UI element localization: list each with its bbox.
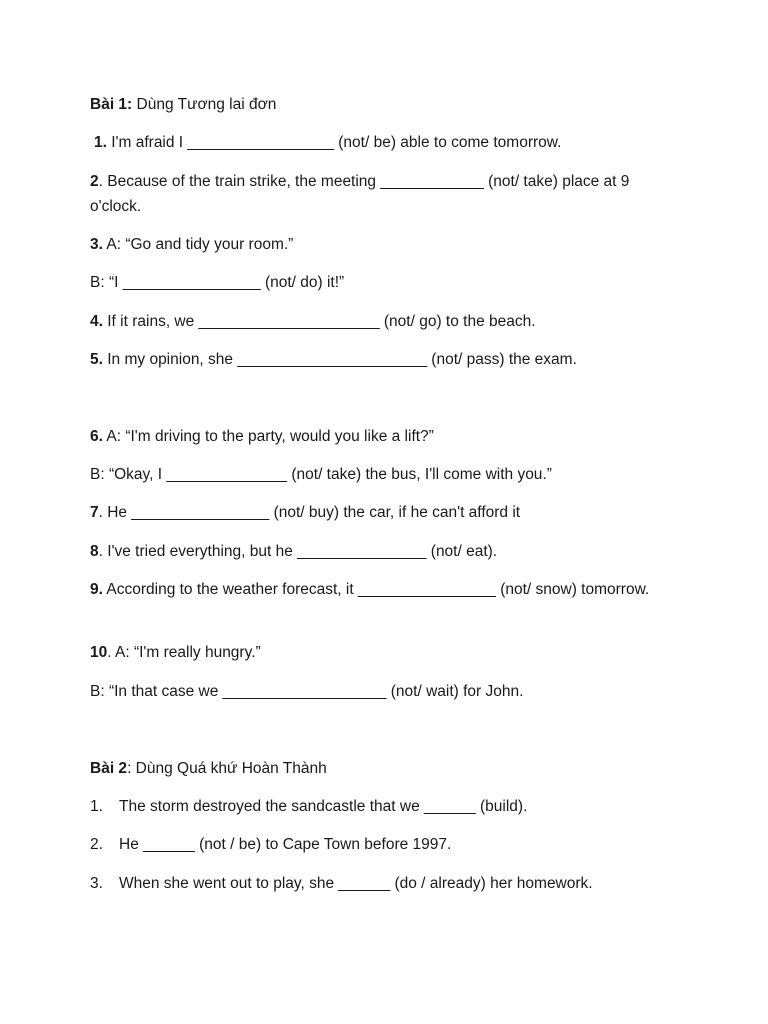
exercise-1-item-9 [90,577,660,602]
section1-heading [90,92,276,117]
exercise-2-item-2 [90,832,451,857]
item-text: B: “Okay, I ______________ (not/ take) the bus, I'll come with you.” [90,466,552,483]
item-text: I'm afraid I _________________ (not/ be) able to come tomorrow. [106,134,562,151]
exercise-2-item-3 [90,871,593,896]
item-text: . A: “I'm really hungry.” [107,644,261,661]
exercise-1-item-10 [90,640,261,665]
exercise-1-item-1 [94,130,561,155]
item-text: He ______ (not / be) to Cape Town before 1997. [119,836,452,853]
item-number: 1. [94,134,107,151]
exercise-1-item-6 [90,424,434,449]
worksheet-page [90,0,690,1024]
item-text: . I've tried everything, but he _______________ (not/ eat). [98,543,498,560]
item-number: 8 [90,543,99,560]
item-number: 7 [90,504,99,521]
section1-heading-rest: Dùng Tương lai đơn [132,96,277,113]
item-text: According to the weather forecast, it ________________ (not/ snow) tomorrow. [102,581,650,598]
item-text: . Because of the train strike, the meeting ____________ (not/ take) place at 9 o'clock. [90,173,630,215]
item-text: A: “Go and tidy your room.” [102,236,294,253]
exercise-1-item-8 [90,539,497,564]
exercise-1-item-5 [90,347,577,372]
item-number: 3. [90,236,103,253]
item-number: 1. [90,798,103,815]
item-text: B: “I ________________ (not/ do) it!” [90,274,345,291]
exercise-1-item-10-reply [90,679,523,704]
exercise-1-item-2 [90,169,660,219]
item-text: When she went out to play, she ______ (do / already) her homework. [119,875,593,892]
item-number: 2 [90,173,99,190]
item-text: In my opinion, she ______________________ (not/ pass) the exam. [102,351,577,368]
item-number: 5. [90,351,103,368]
item-text: . He ________________ (not/ buy) the car, if he can't afford it [98,504,521,521]
item-number: 6. [90,428,103,445]
exercise-1-item-3-reply [90,270,344,295]
item-number: 9. [90,581,103,598]
exercise-1-item-3 [90,232,293,257]
section2-heading-bold: Bài 2 [90,760,128,777]
item-text: B: “In that case we ___________________ (not/ wait) for John. [90,683,524,700]
item-number: 2. [90,836,103,853]
section1-heading-bold: Bài 1: [90,96,133,113]
item-number: 4. [90,313,103,330]
exercise-1-item-4 [90,309,536,334]
item-text: A: “I'm driving to the party, would you like a lift?” [102,428,434,445]
item-number: 10 [90,644,108,661]
exercise-1-item-7 [90,500,520,525]
exercise-2-item-1 [90,794,527,819]
exercise-1-item-6-reply [90,462,552,487]
section2-heading-rest: : Dùng Quá khứ Hoàn Thành [127,760,327,777]
item-text: If it rains, we _____________________ (not/ go) to the beach. [102,313,536,330]
item-text: The storm destroyed the sandcastle that we ______ (build). [119,798,528,815]
item-number: 3. [90,875,103,892]
section2-heading [90,756,327,781]
